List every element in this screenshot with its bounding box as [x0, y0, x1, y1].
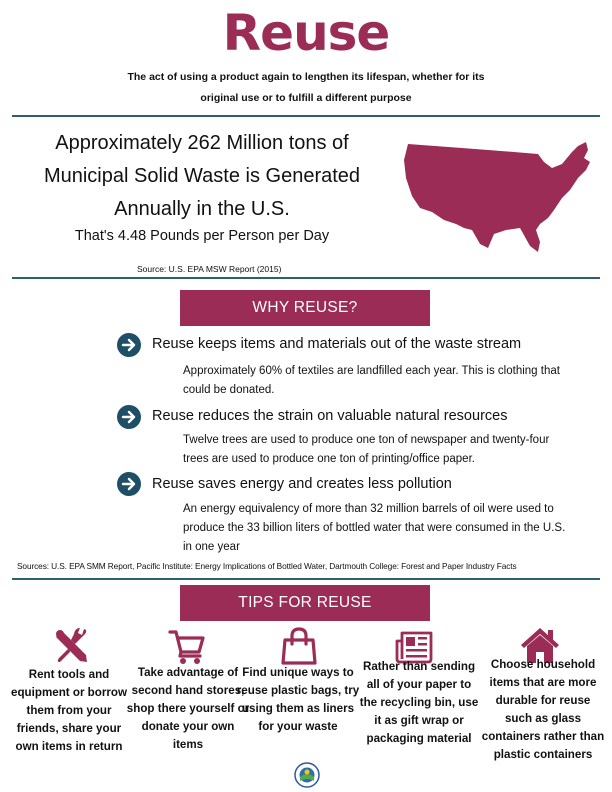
- shopping-cart-icon: [167, 626, 207, 666]
- why-item-body: Twelve trees are used to produce one ton of newspaper and twenty-four trees are used to produce one ton of printing/office paper.: [183, 434, 550, 465]
- tip-text: Rather than sending all of your paper to the recycling bin, use it as gift wrap or packaging material: [359, 660, 479, 745]
- arrow-right-circle-icon: [117, 333, 141, 357]
- page-title: Reuse: [222, 4, 390, 62]
- why-reuse-banner: WHY REUSE?: [180, 290, 430, 326]
- us-map-icon: [402, 138, 598, 256]
- page-subtitle: The act of using a product again to lengthen its lifespan, whether for its original use or to fulfill a different purpose: [127, 71, 485, 104]
- shopping-bag-icon: [279, 626, 319, 666]
- tip-text: Rent tools and equipment or borrow them from your friends, share your own items in return: [11, 668, 127, 753]
- tip-text: Take advantage of second hand stores, shop there yourself or donate your own items: [126, 666, 250, 751]
- waste-statistic-headline: Approximately 262 Million tons of Municipal Solid Waste is Generated Annually in the U.S.: [43, 132, 361, 220]
- divider: [12, 578, 600, 580]
- why-item-heading: Reuse keeps items and materials out of the waste stream: [152, 336, 522, 352]
- why-item-heading: Reuse reduces the strain on valuable natural resources: [152, 408, 508, 424]
- arrow-right-circle-icon: [117, 472, 141, 496]
- divider: [12, 115, 600, 117]
- tip-text: Find unique ways to reuse plastic bags, try using them as liners for your waste: [236, 666, 360, 733]
- why-item-body: Approximately 60% of textiles are landfilled each year. This is clothing that could be donated.: [183, 365, 560, 396]
- tip-text: Choose household items that are more durable for reuse such as glass containers rather than plastic containers: [481, 658, 605, 761]
- tools-icon: [52, 626, 92, 666]
- tips-for-reuse-banner: TIPS FOR REUSE: [180, 585, 430, 621]
- why-sources: Sources: U.S. EPA SMM Report, Pacific Institute: Energy Implications of Bottled Water, Dartmouth College: Forest and Paper Industry Facts: [17, 561, 517, 571]
- agency-seal-icon: [294, 762, 320, 788]
- why-item-body: An energy equivalency of more than 32 million barrels of oil were used to produce the 33 billion liters of bottled water that were consumed in the U.S. in one year: [183, 503, 566, 553]
- statistic-source: Source: U.S. EPA MSW Report (2015): [137, 264, 282, 274]
- arrow-right-circle-icon: [117, 405, 141, 429]
- per-person-statistic: That's 4.48 Pounds per Person per Day: [74, 228, 330, 244]
- why-item-heading: Reuse saves energy and creates less pollution: [152, 476, 452, 492]
- divider: [12, 277, 600, 279]
